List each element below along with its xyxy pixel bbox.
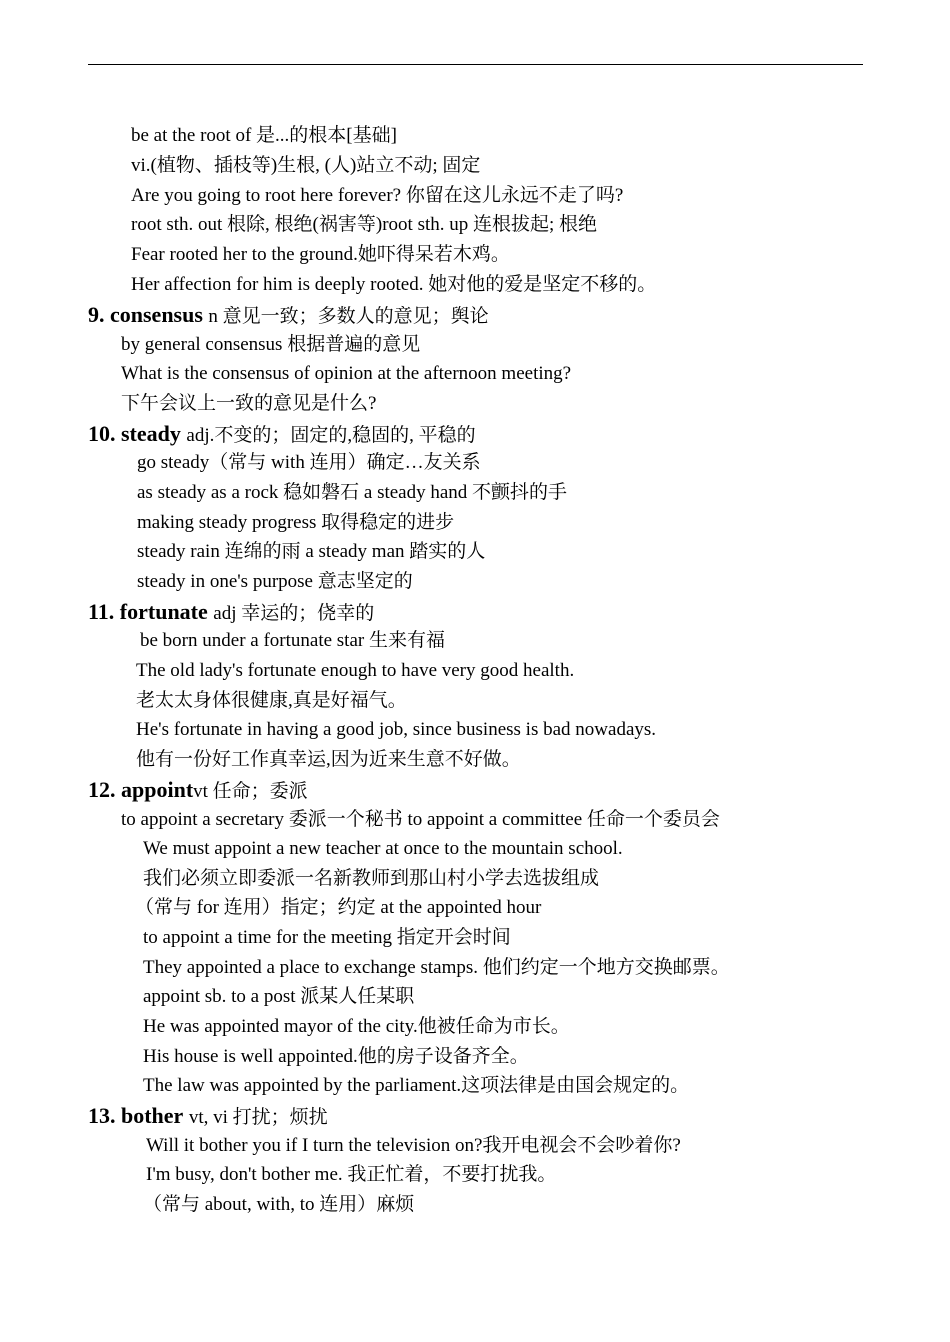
- root-line-4: root sth. out 根除, 根绝(祸害等)root sth. up 连根拔起; 根绝: [131, 214, 598, 235]
- example-line: What is the consensus of opinion at the afternoon meeting?: [121, 363, 572, 384]
- example-line: be born under a fortunate star 生来有福: [140, 630, 445, 651]
- root-line-3: Are you going to root here forever? 你留在这儿永远不走了吗?: [131, 185, 624, 206]
- example-line: The old lady's fortunate enough to have very good health.: [136, 660, 575, 681]
- example-line: They appointed a place to exchange stamps. 他们约定一个地方交换邮票。: [143, 957, 730, 978]
- root-line-6: Her affection for him is deeply rooted. 她对他的爱是坚定不移的。: [131, 274, 657, 295]
- definition: adj 幸运的；侥幸的: [213, 603, 375, 624]
- example-line: Will it bother you if I turn the television on?我开电视会不会吵着你?: [146, 1135, 681, 1156]
- example-line: steady in one's purpose 意志坚定的: [137, 571, 413, 592]
- root-line-5: Fear rooted her to the ground.她吓得呆若木鸡。: [131, 244, 510, 265]
- example-line: 我们必须立即委派一名新教师到那山村小学去选拔组成: [143, 868, 600, 889]
- entry-heading-steady: [88, 421, 476, 449]
- headword: 13. bother: [88, 1103, 184, 1128]
- definition: vt 任命；委派: [193, 781, 308, 802]
- definition: n 意见一致；多数人的意见；舆论: [208, 306, 489, 327]
- definition: vt, vi 打扰；烦扰: [188, 1107, 328, 1128]
- headword: 10. steady: [88, 421, 181, 446]
- example-line: 下午会议上一致的意见是什么?: [121, 393, 377, 414]
- example-line: He was appointed mayor of the city.他被任命为市长。: [143, 1016, 570, 1037]
- headword: 12. appoint: [88, 777, 194, 802]
- example-line: go steady（常与 with 连用）确定…友关系: [137, 452, 481, 473]
- entry-heading-bother: [88, 1103, 328, 1131]
- example-line: 他有一份好工作真幸运,因为近来生意不好做。: [136, 749, 521, 770]
- example-line: steady rain 连绵的雨 a steady man 踏实的人: [137, 541, 486, 562]
- entry-heading-fortunate: [88, 599, 374, 627]
- example-line: The law was appointed by the parliament.这项法律是由国会规定的。: [143, 1075, 690, 1096]
- example-line: to appoint a time for the meeting 指定开会时间: [143, 927, 511, 948]
- example-line: （常与 about, with, to 连用）麻烦: [143, 1194, 415, 1215]
- example-line: as steady as a rock 稳如磐石 a steady hand 不颤抖的手: [137, 482, 568, 503]
- example-line: making steady progress 取得稳定的进步: [137, 512, 455, 533]
- example-line: His house is well appointed.他的房子设备齐全。: [143, 1046, 529, 1067]
- entry-heading-appoint: [88, 777, 308, 805]
- root-line-2: vi.(植物、插枝等)生根, (人)站立不动; 固定: [131, 155, 481, 176]
- example-line: 老太太身体很健康,真是好福气。: [136, 690, 407, 711]
- example-line: appoint sb. to a post 派某人任某职: [143, 986, 415, 1007]
- example-line: to appoint a secretary 委派一个秘书 to appoint a committee 任命一个委员会: [121, 809, 720, 830]
- headword: 9. consensus: [88, 302, 203, 327]
- example-line: We must appoint a new teacher at once to the mountain school.: [143, 838, 623, 859]
- example-line: （常与 for 连用）指定；约定 at the appointed hour: [135, 897, 542, 918]
- root-line-1: be at the root of 是...的根本[基础]: [131, 125, 397, 146]
- headword: 11. fortunate: [88, 599, 208, 624]
- entry-heading-consensus: [88, 302, 489, 330]
- example-line: I'm busy, don't bother me. 我正忙着，不要打扰我。: [146, 1164, 557, 1185]
- example-line: by general consensus 根据普遍的意见: [121, 334, 421, 355]
- example-line: He's fortunate in having a good job, since business is bad nowadays.: [136, 719, 657, 740]
- definition: adj.不变的；固定的,稳固的, 平稳的: [186, 425, 476, 446]
- header-rule: [88, 64, 863, 65]
